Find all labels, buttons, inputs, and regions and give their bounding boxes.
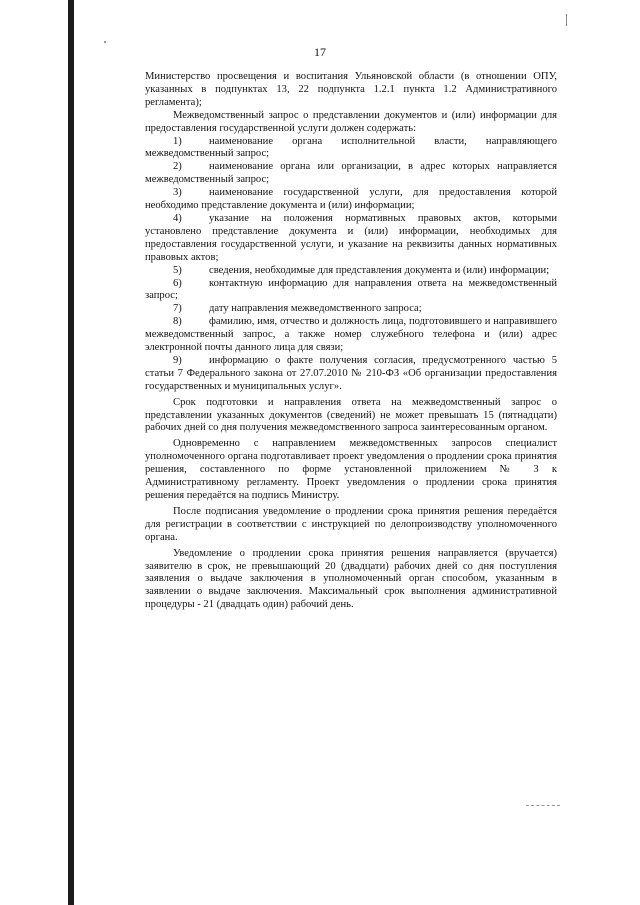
list-item [145, 187, 557, 213]
list-item-number: 1) [173, 135, 182, 147]
list-item-number: 7) [173, 303, 182, 315]
list-item-text: сведения, необходимые для представления документа и (или) информации; [209, 264, 550, 276]
paragraph-delivery-terms: Уведомление о продлении срока принятия решения направляется (вручается) заявителю в срок, не превышающий 20 (двадцати) рабочих дней со дня поступления заявления о выдаче заключения в уполномоченный орган способом, указанным в заявлении о выдаче заключения. Максимальный срок выполнения административной процедуры - 21 (двадцать один) рабочий день. [145, 547, 557, 611]
list-item-number: 4) [173, 212, 182, 224]
list-item-number: 5) [173, 264, 182, 276]
list-item-text: информацию о факте получения согласия, предусмотренного частью 5 статьи 7 Федерального закона от 27.07.2010 № 210-ФЗ «Об организации предоставления государственных и муниципальных услуг». [145, 354, 557, 392]
paragraph-notification-draft: Одновременно с направлением межведомственных запросов специалист уполномоченного органа подготавливает проект уведомления о продлении срока принятия решения, составленного по форме установленной приложением № 3 к Административному регламенту. Проект уведомления о продлении срока принятия решения передаётся на подпись Министру. [145, 438, 557, 501]
list-item [145, 278, 557, 304]
list-item [145, 265, 557, 278]
list-item-number: 2) [173, 161, 182, 173]
list-item-number: 9) [173, 354, 182, 366]
list-item [145, 303, 557, 316]
list-item [145, 316, 557, 355]
list-item-number: 6) [173, 277, 182, 289]
list-item-text: контактную информацию для направления ответа на межведомственный запрос; [145, 277, 557, 302]
list-item [145, 213, 557, 265]
paragraph-request-contents: Межведомственный запрос о представлении документов и (или) информации для предоставления государственной услуги должен содержать: [145, 109, 557, 134]
list-item-number: 8) [173, 316, 182, 328]
paragraph-response-deadline: Срок подготовки и направления ответа на межведомственный запрос о представлении указанных документов (сведений) не может превышать 15 (пятнадцати) рабочих дней со дня получения межведомственного запроса заинтересованным органом. [145, 396, 557, 434]
scan-binding-edge [68, 0, 74, 905]
list-item-text: указание на положения нормативных правовых актов, которыми установлено представление документа и (или) информации, необходимых для предоставления государственной услуги, и указание на реквизиты данных нормативных правовых актов; [145, 212, 557, 263]
list-item [145, 136, 557, 162]
list-item-text: фамилию, имя, отчество и должность лица, подготовившего и направившего межведомственный запрос, а также номер служебного телефона и (или) адрес электронной почты данного лица для связи; [145, 316, 557, 354]
list-item [145, 355, 557, 394]
paragraph-ministry: Министерство просвещения и воспитания Ульяновской области (в отношении ОПУ, указанных в подпунктах 13, 22 подпункта 1.2.1 пункта 1.2 Административного регламента); [145, 71, 557, 108]
scan-dash-mark [526, 805, 560, 806]
list-item-text: дату направления межведомственного запроса; [209, 303, 422, 315]
list-item-text: наименование государственной услуги, для предоставления которой необходимо представление документа и (или) информации; [145, 187, 557, 212]
list-item-text: наименование органа или организации, в адрес которых направляется межведомственный запрос; [145, 161, 557, 186]
scan-mark [566, 14, 567, 26]
page-number: 17 [314, 45, 326, 59]
list-item-number: 3) [173, 187, 182, 199]
list-item-text: наименование органа исполнительной власти, направляющего межведомственный запрос; [145, 135, 557, 160]
list-item [145, 161, 557, 187]
paragraph-registration: После подписания уведомление о продлении срока принятия решения передаётся для регистрации в соответствии с инструкцией по делопроизводству уполномоченного органа. [145, 505, 557, 543]
scan-speck [104, 41, 106, 43]
document-body [145, 71, 557, 612]
